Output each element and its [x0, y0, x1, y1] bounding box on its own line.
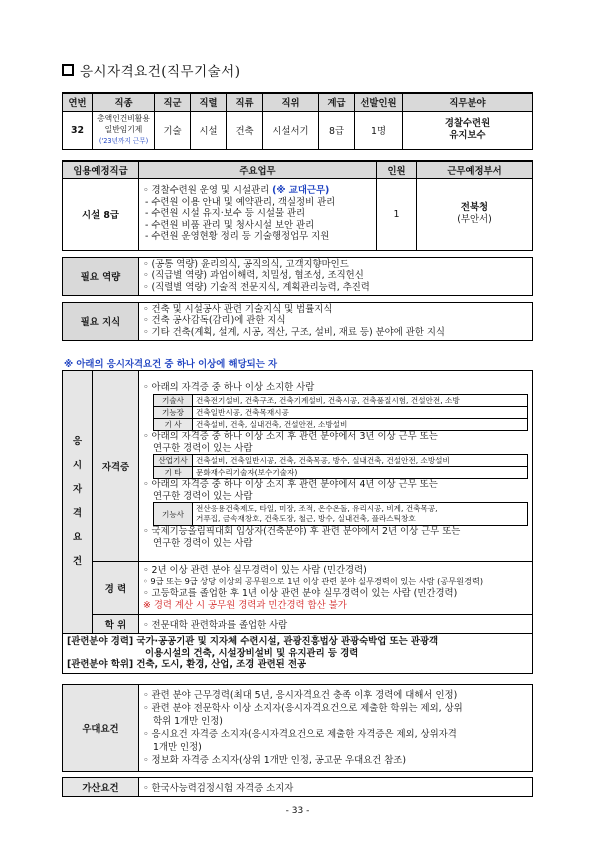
preference-table [62, 684, 533, 797]
header-job-type: 직종 [93, 93, 155, 111]
cert-k: 기능사 [154, 503, 193, 526]
edu-row [63, 615, 533, 634]
competency-line: ◦ (직급별 역량) 과업이해력, 치밀성, 협조성, 조직헌신 [143, 270, 364, 282]
dept-cell [417, 178, 533, 250]
spacer-row [63, 250, 533, 257]
cert-v: 건축일반시공, 건축목재시공 [193, 407, 528, 419]
header-rank: 임용예정직급 [63, 161, 139, 178]
header-no: 연번 [63, 93, 93, 111]
career-label: 경 력 [93, 562, 139, 615]
career-cell [139, 562, 533, 615]
preference-row [63, 685, 533, 772]
cert-v: 건축설비, 건축, 실내건축, 건설안전, 소방설비 [193, 419, 528, 431]
field-line2: 유지보수 [449, 130, 486, 141]
cert-table1 [153, 394, 528, 431]
cert-v-line: 거푸집, 금속재창호, 건축도장, 철근, 방수, 실내건축, 플라스틱창호 [196, 514, 416, 524]
cert-v: 건축전기설비, 건축구조, 건축기계설비, 건축시공, 건축품질시험, 건설안전, 소방 [193, 395, 528, 407]
duty-item: - 수련원 시설 유지·보수 등 시설물 관리 [145, 208, 306, 220]
duty-table [62, 160, 533, 341]
related-career-text: 국가·공공기관 및 지자체 수련시설, 관광진흥법상 관광숙박업 또는 관광객 [133, 636, 439, 647]
cell-class: 건축 [227, 111, 263, 149]
knowledge-line: ◦ 건축 공사감독(감리)에 관한 지식 [143, 315, 286, 327]
side-char: 건 [72, 556, 83, 567]
related-row [63, 634, 533, 674]
knowledge-cell [139, 302, 533, 340]
knowledge-line: ◦ 기타 건축(계획, 설계, 시공, 적산, 구조, 설비, 재료 등) 분야에 관한 지식 [143, 326, 445, 338]
cert-label: 자격증 [93, 371, 139, 562]
recruitment-header-row [63, 93, 533, 111]
related-cell [63, 634, 533, 674]
career-warning: ※ 경력 계산 시 공무원 경력과 민간경력 합산 불가 [143, 599, 347, 611]
related-edu-label: [관련분야 학위] [67, 659, 134, 671]
cert-item: ◦ 아래의 자격증 중 하나 이상 소지 후 관련 분야에서 3년 이상 근무 또는 [143, 431, 438, 443]
cell-no: 32 [63, 111, 93, 149]
related-edu [67, 659, 528, 671]
edu-cell: ◦ 전문대학 관련학과를 졸업한 사람 [139, 615, 533, 634]
header-group: 직군 [155, 93, 191, 111]
cert-row [63, 371, 533, 562]
competency-line: ◦ (공통 역량) 윤리의식, 공직의식, 고객지향마인드 [143, 258, 349, 270]
cert-v [193, 503, 528, 526]
cert-v-line: 전산응용건축제도, 타일, 미장, 조적, 온수온돌, 유리시공, 비계, 건축목공, [196, 504, 438, 514]
duty-cell [139, 178, 377, 250]
cert-v: 건축설비, 건축일반시공, 건축, 건축목공, 방수, 실내건축, 건설안전, 소방설비 [193, 455, 528, 467]
cert-cell [139, 371, 533, 562]
heading-text: 응시자격요건(직무기술서) [80, 64, 241, 80]
recruitment-table [62, 92, 533, 150]
duty-item: - 수련원 운영현황 정리 등 기술행정업무 지원 [145, 231, 330, 243]
duty-item: - 수련원 비품 관리 및 청사시설 보안 관리 [145, 219, 315, 231]
preference-cell [139, 685, 533, 772]
checkbox-icon [62, 64, 74, 76]
cell-group: 기술 [155, 111, 191, 149]
side-char: 시 [72, 460, 83, 471]
side-char: 요 [72, 532, 83, 543]
cell-grade: 8급 [319, 111, 355, 149]
qualification-table [62, 370, 533, 674]
job-type-line1: 총액인건비활용 [97, 113, 150, 123]
cert-table3 [153, 502, 528, 526]
cert-table3-wrap [143, 502, 528, 526]
competency-label: 필요 역량 [63, 257, 139, 295]
cert-item: ◦ 아래의 자격증 중 하나 이상 소지 후 관련 분야에서 4년 이상 근무 또는 [143, 479, 438, 491]
job-type-line2: 일반임기제 [104, 125, 143, 135]
knowledge-label: 필요 지식 [63, 302, 139, 340]
knowledge-row [63, 302, 533, 340]
page-number: - 33 - [285, 806, 310, 816]
side-char: 자 [72, 484, 83, 495]
header-dept: 근무예정부서 [417, 161, 533, 178]
edu-label: 학 위 [93, 615, 139, 634]
duty-first [143, 185, 376, 197]
related-career-cont: 이용시설의 건축, 시설장비설비 및 유지관리 등 경력 [145, 647, 359, 659]
cert-v: 문화재수리기술자(보수기술자) [193, 467, 528, 479]
cert-k: 기술사 [154, 395, 193, 407]
cert-item: ◦ 아래의 자격증 중 하나 이상 소지한 사람 [143, 382, 315, 394]
cert-table2-wrap [143, 454, 528, 479]
cert-item: ◦ 국제기능올림픽대회 입상자(건축분야) 후 관련 분야에서 2년 이상 근무 또는 [143, 526, 461, 538]
rank-cell: 시설 8급 [63, 178, 139, 250]
cell-job-type [93, 111, 155, 149]
career-line: ◦ 고등학교를 졸업한 후 1년 이상 관련 분야 실무경력이 있는 사람 (민간경력) [143, 588, 458, 599]
dept-sub: (부안서) [457, 214, 492, 225]
section-heading [62, 60, 240, 80]
career-line: ◦ 9급 또는 9급 상당 이상의 공무원으로 1년 이상 관련 분야 실무경력이 있는 사람 (공무원경력) [143, 576, 484, 587]
job-type-note: ('23년까지 근무) [98, 136, 149, 145]
duty-row [63, 178, 533, 250]
cert-k: 기 타 [154, 467, 193, 479]
header-headcount: 인원 [377, 161, 417, 178]
bonus-cell: ◦ 한국사능력검정시험 자격증 소지자 [139, 778, 533, 797]
spacer-row [63, 295, 533, 302]
preference-line: ◦ 응시요건 자격증 소지자(응시자격요건으로 제출한 자격증은 제외, 상위자격 [143, 729, 457, 740]
cell-series: 시설 [191, 111, 227, 149]
cell-position: 시설서기 [263, 111, 319, 149]
cert-table1-wrap [143, 394, 528, 431]
cell-count: 1명 [355, 111, 403, 149]
cert-k: 기 사 [154, 419, 193, 431]
preference-label: 우대요건 [63, 685, 139, 772]
qualification-note: ※ 아래의 응시자격요건 중 하나 이상에 해당되는 자 [64, 359, 278, 370]
bonus-label: 가산요건 [63, 778, 139, 797]
side-char: 응 [72, 436, 83, 447]
bonus-row [63, 778, 533, 797]
preference-line: 1개만 인정) [153, 742, 202, 753]
preference-line: ◦ 관련 분야 전문학사 이상 소지자(응시자격요건으로 제출한 학위는 제외, 상위 [143, 703, 463, 714]
cert-k: 기능장 [154, 407, 193, 419]
duty-header-row [63, 161, 533, 178]
career-row [63, 562, 533, 615]
duty-item: - 수련원 이용 안내 및 예약관리, 객실정비 관리 [145, 196, 336, 208]
header-grade: 계급 [319, 93, 355, 111]
header-field: 직무분야 [403, 93, 533, 111]
field-line1: 경찰수련원 [444, 118, 491, 130]
career-line: ◦ 2년 이상 관련 분야 실무경력이 있는 사람 (민간경력) [143, 564, 367, 576]
related-edu-text: 건축, 도시, 환경, 산업, 조경 관련된 전공 [133, 659, 307, 671]
side-label [63, 371, 93, 634]
cert-item-cont: 연구한 경력이 있는 사람 [153, 537, 253, 549]
header-position: 직위 [263, 93, 319, 111]
duty-first-text: ◦ 경찰수련원 운영 및 시설관리 [143, 185, 273, 197]
headcount-cell: 1 [377, 178, 417, 250]
header-class: 직류 [227, 93, 263, 111]
header-duty: 주요업무 [139, 161, 377, 178]
competency-row [63, 257, 533, 295]
competency-cell [139, 257, 533, 295]
cert-item-cont: 연구한 경력이 있는 사람 [153, 442, 253, 454]
preference-line: ◦ 정보화 자격증 소지자(상위 1개만 인정, 공고문 우대요건 참조) [143, 755, 406, 766]
recruitment-row [63, 111, 533, 149]
header-series: 직렬 [191, 93, 227, 111]
cert-item-cont: 연구한 경력이 있는 사람 [153, 490, 253, 502]
preference-line: 학위 1개만 인정) [153, 716, 223, 727]
related-career-label: [관련분야 경력] [67, 636, 134, 647]
related-career [67, 636, 528, 648]
competency-line: ◦ (직렬별 역량) 기술적 전문지식, 계획관리능력, 추진력 [143, 281, 370, 293]
cert-table2 [153, 454, 528, 479]
preference-line: ◦ 관련 분야 근무경력(최대 5년, 응시자격요건 충족 이후 경력에 대해서 인정) [143, 690, 458, 701]
cert-k: 산업기사 [154, 455, 193, 467]
knowledge-line: ◦ 건축 및 시설공사 관련 기술지식 및 법률지식 [143, 303, 333, 315]
header-count: 선발인원 [355, 93, 403, 111]
dept-name: 전북청 [460, 202, 489, 214]
cell-field [403, 111, 533, 149]
duty-highlight: (※ 교대근무) [272, 185, 330, 197]
side-char: 격 [72, 508, 83, 519]
